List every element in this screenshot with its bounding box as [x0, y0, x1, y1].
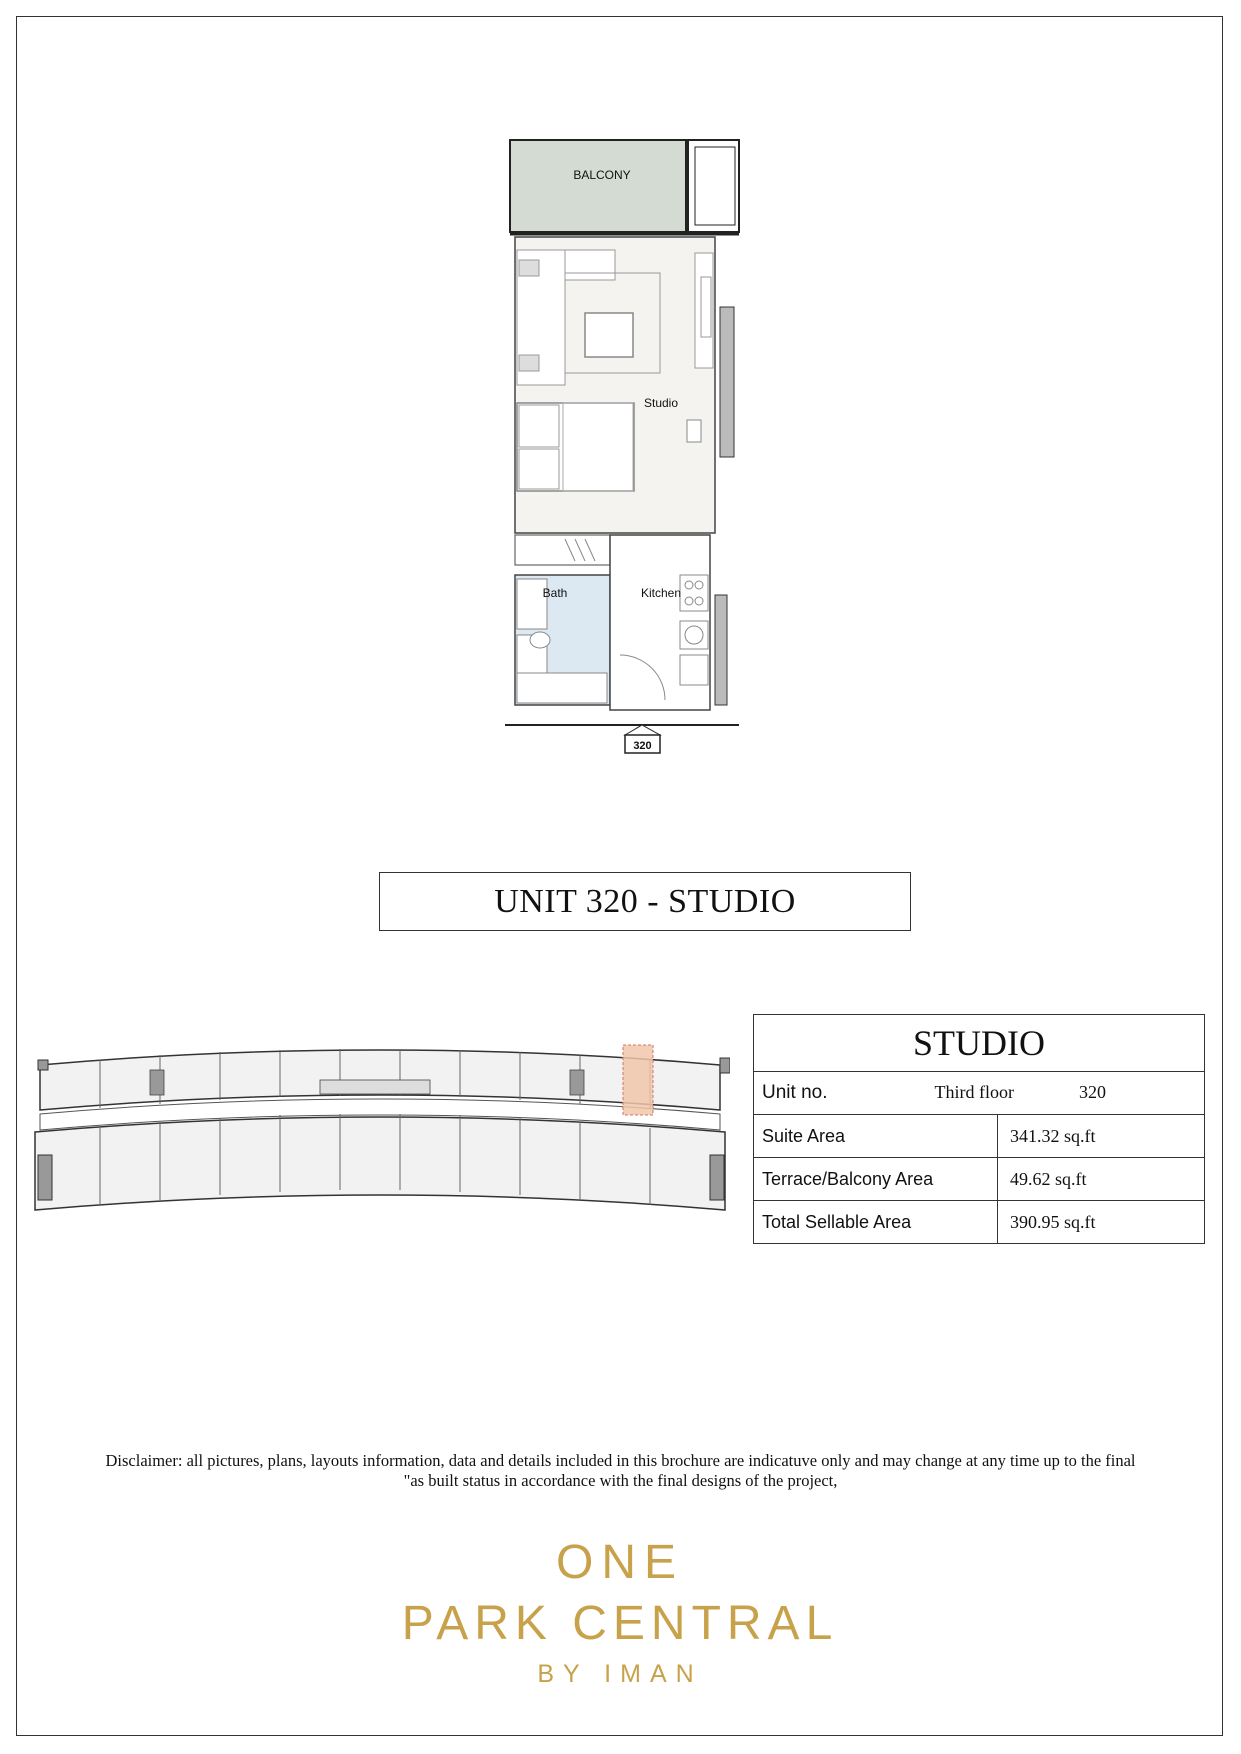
studio-label: Studio	[643, 396, 679, 410]
total-area-label: Total Sellable Area	[754, 1201, 998, 1244]
logo-park-central: PARK CENTRAL	[401, 1597, 839, 1650]
total-area-value: 390.95 sq.ft	[998, 1201, 1205, 1244]
unit-no-value: 320	[1079, 1082, 1106, 1102]
balcony-label: BALCONY	[573, 168, 631, 182]
floor-key-plan	[30, 1040, 730, 1230]
logo-by-iman: BY IMAN	[537, 1660, 703, 1688]
floor-value: Third floor	[934, 1082, 1014, 1102]
logo-one: ONE	[555, 1536, 684, 1589]
disclaimer-line-1: Disclaimer: all pictures, plans, layouts information, data and details included in this brochure are indicatuve only and may change at any time up to the final	[105, 1451, 1136, 1470]
bath-label: Bath	[542, 586, 568, 600]
unit-no-label: Unit no.	[762, 1082, 828, 1103]
disclaimer	[60, 1451, 1181, 1491]
disclaimer-line-2: "as built status in accordance with the final designs of the project,	[403, 1471, 838, 1490]
spec-heading: STUDIO	[754, 1015, 1205, 1072]
unit-floor-plan	[505, 135, 741, 765]
balcony-area	[510, 140, 686, 232]
unit-spec-table	[753, 1014, 1205, 1244]
suite-area-label: Suite Area	[754, 1115, 998, 1158]
unit-highlight	[623, 1045, 653, 1115]
brand-logo	[370, 1530, 870, 1696]
balcony-area-label: Terrace/Balcony Area	[754, 1158, 998, 1201]
unit-tag: 320	[633, 740, 652, 752]
suite-area-value: 341.32 sq.ft	[998, 1115, 1205, 1158]
kitchen-label: Kitchen	[640, 586, 682, 600]
unit-no-row	[754, 1072, 1205, 1115]
unit-title: UNIT 320 - STUDIO	[379, 872, 911, 931]
balcony-area-value: 49.62 sq.ft	[998, 1158, 1205, 1201]
